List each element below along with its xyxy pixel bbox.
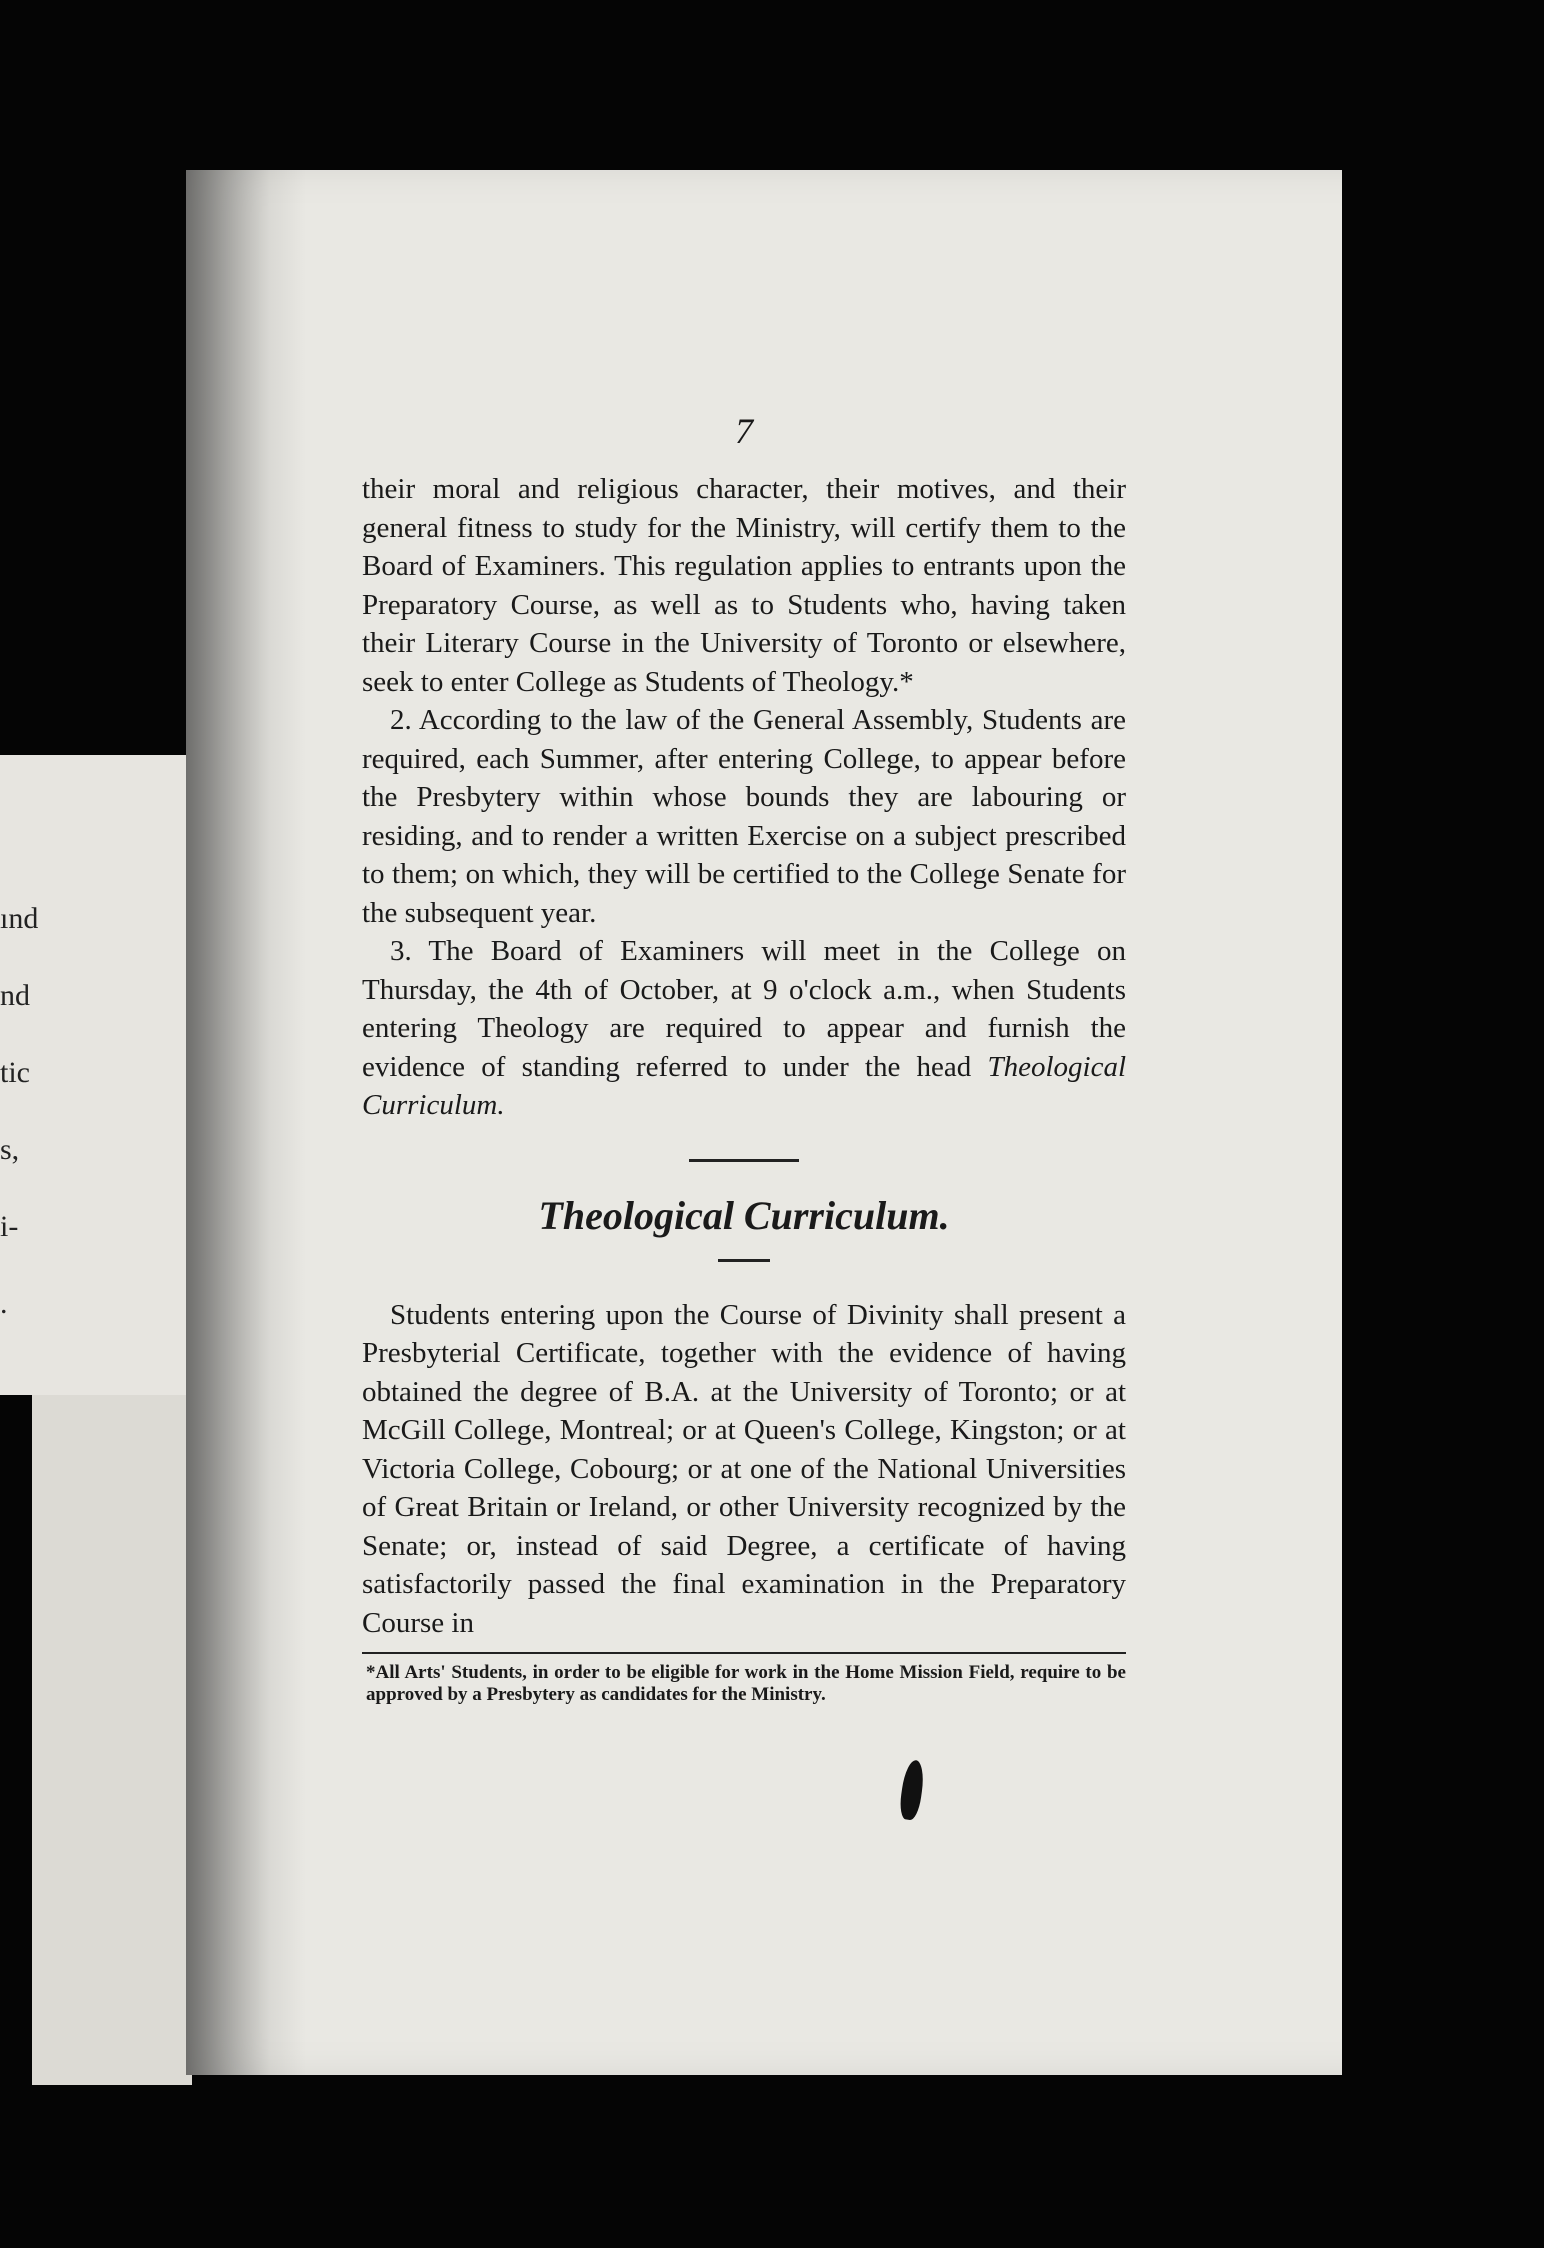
paragraph-3-text: 3. The Board of Examiners will meet in the College on Thursday, the 4th of October, at 9 o'clock a.m., when Students entering Theology are required to appear and furnish the evidence of standing referred to under the head <box>362 935 1126 1083</box>
left-fragment-line: nd <box>0 979 30 1012</box>
page-number: 7 <box>735 411 753 451</box>
section-divider-top <box>689 1159 799 1162</box>
page-gutter-shadow <box>186 170 306 2075</box>
footnote-divider <box>362 1652 1126 1654</box>
paragraph-3-reference: Theological Curriculum. <box>362 1050 1126 1121</box>
section-title: Theological Curriculum. <box>538 1192 950 1238</box>
left-page-strip <box>32 1395 192 2085</box>
paragraph-2: 2. According to the law of the General Assembly, Students are required, each Summer, after entering College, to appear before the Presbytery within whose bounds they are labouring or residing, and to render a written Exercise on a subject prescribed to them; on which, they will be certified to the College Senate for the subsequent year. <box>362 704 1126 929</box>
footnote: *All Arts' Students, in order to be eligible for work in the Home Mission Field, require to be approved by a Presbytery as candidates for the Ministry. <box>366 1662 1126 1705</box>
left-fragment-line: i- <box>0 1210 19 1243</box>
left-fragment-line: s, <box>0 1133 20 1166</box>
page-text-block <box>362 410 1126 1706</box>
paragraph-3 <box>362 932 1126 1125</box>
paragraph-4: Students entering upon the Course of Divinity shall present a Presbyterial Certificate, together with the evidence of having obtained the degree of B.A. at the University of Toronto; or at McGill College, Montreal; or at Queen's College, Kingston; or at Victoria College, Cobourg; or at one of the National Universities of Great Britain or Ireland, or other University recognized by the Senate; or, instead of said Degree, a certificate of having satisfactorily passed the final examination in the Preparatory Course in <box>362 1298 1126 1639</box>
paragraph-1: their moral and religious character, their motives, and their general fitness to study for the Ministry, will certify them to the Board of Examiners. This regulation applies to entrants upon the Preparatory Course, as well as to Students who, having taken their Literary Course in the University of Toronto or elsewhere, seek to enter College as Students of Theology.* <box>362 473 1126 698</box>
section-divider-bottom <box>718 1259 770 1262</box>
left-fragment-line: tic <box>0 1056 30 1089</box>
left-page-edge-text <box>0 880 38 1342</box>
left-fragment-line: . <box>0 1287 8 1320</box>
left-fragment-line: ınd <box>0 902 39 935</box>
